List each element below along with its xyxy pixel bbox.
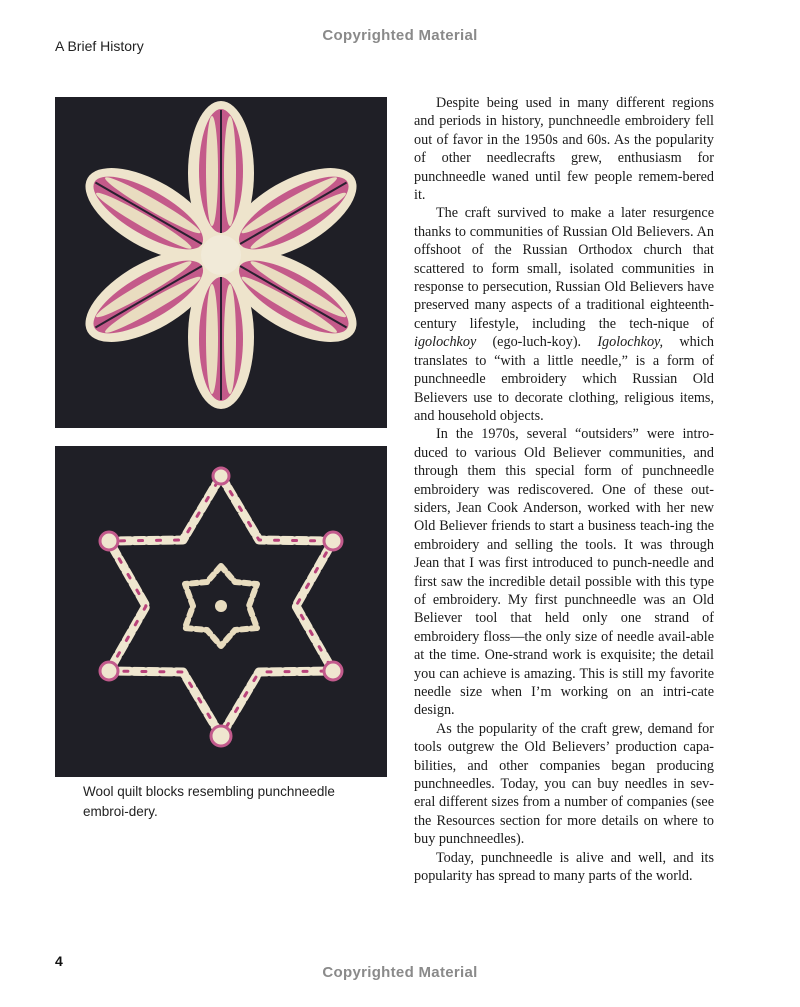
star-illustration bbox=[55, 446, 387, 777]
copyright-watermark-bottom: Copyrighted Material bbox=[322, 964, 478, 981]
photo-caption: Wool quilt blocks resembling punchneedle embroi-dery. bbox=[83, 784, 335, 819]
flower-illustration bbox=[55, 97, 387, 428]
term-igolochkoy-capitalized: Igolochkoy, bbox=[597, 334, 664, 351]
copyright-watermark-top: Copyrighted Material bbox=[322, 27, 478, 44]
paragraph-4: As the popularity of the craft grew, demand for tools outgrew the Old Believers’ production capa-bilities, and other companies began producing punchneedles. Today, you can buy needles in sev-eral different sizes from a number of companies (see the Resources section for more details on where to buy punchneedles). bbox=[414, 720, 714, 848]
paragraph-5: Today, punchneedle is alive and well, and its popularity has spread to many parts of the world. bbox=[414, 849, 714, 885]
paragraph-2-part-b: (ego-luch-koy). bbox=[476, 334, 598, 351]
paragraph-2-part-c: which translates to “with a little needle,” is a form of punchneedle embroidery which Russian Old Believers use to decorate clothing, religious items, and household objects. bbox=[414, 334, 714, 424]
running-head: A Brief History bbox=[55, 38, 144, 54]
paragraph-3: In the 1970s, several “outsiders” were intro-duced to various Old Believer communities, and through them this special form of punchneedle embroidery was rediscovered. One of these out-siders, Jean Cook Anderson, worked with her new Old Believer friends to start a business teach-ing the embroidery and selling the tools. It was through Jean that I was first introduced to punch-needle and first saw the incredible detail possible with this type of embroidery. My first punchneedle was an Old Believer tool that held only one strand of embroidery floss—the only size of needle avail-able at the time. One-strand work is exquisite; the detail you can achieve is amazing. This is still my favorite needle size when I’m working on an intri-cate design. bbox=[414, 426, 714, 719]
flower-center bbox=[201, 235, 241, 275]
paragraph-2-part-a: The craft survived to make a later resurgence thanks to communities of Russian Old Believers. An offshoot of the Russian Orthodox church that scattered to form small, isolated communities in response to persecution, Russian Old Believers have preserved many aspects of a traditional eighteenth-century lifestyle, including the tech-nique of bbox=[414, 205, 714, 332]
page-number: 4 bbox=[55, 953, 63, 969]
quilt-block-photo-star bbox=[55, 446, 387, 777]
term-igolochkoy: igolochkoy bbox=[414, 334, 477, 351]
paragraph-1: Despite being used in many different regions and periods in history, punchneedle embroidery fell out of favor in the 1950s and 60s. As the popularity of other needlecrafts grew, enthusiasm for punchneedle waned until few people remem-bered it. bbox=[414, 95, 714, 204]
paragraph-2 bbox=[414, 204, 714, 425]
quilt-block-photo-flower bbox=[55, 97, 387, 428]
body-text-column bbox=[414, 94, 714, 885]
